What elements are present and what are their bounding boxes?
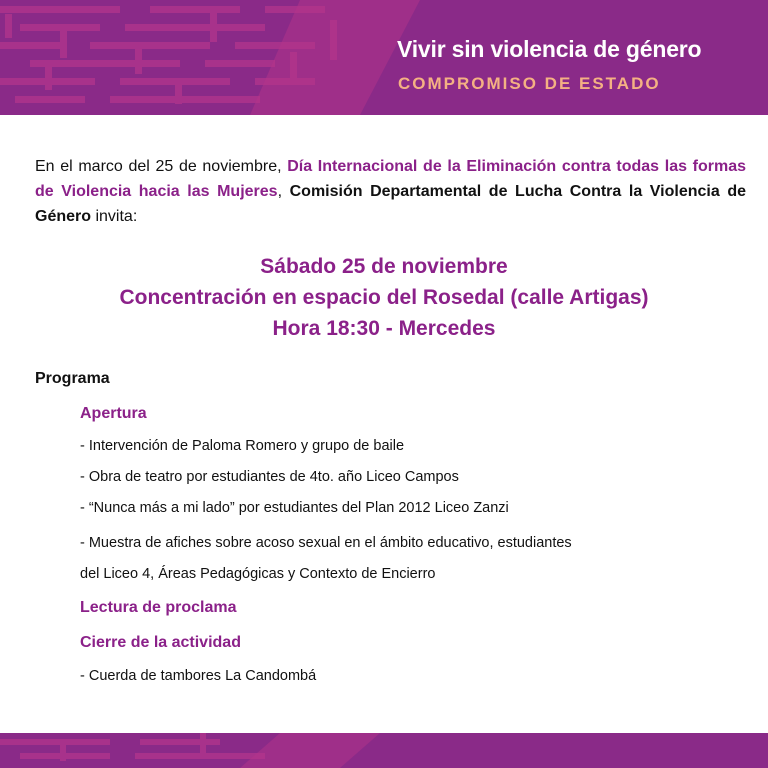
- intro-paragraph: [35, 154, 746, 229]
- banner-title: Vivir sin violencia de género: [397, 36, 702, 62]
- intro-invite: invita:: [91, 208, 138, 225]
- opening-item-continued: del Liceo 4, Áreas Pedagógicas y Contexto de Encierro: [80, 566, 436, 582]
- banner-subtitle: COMPROMISO DE ESTADO: [398, 74, 661, 93]
- event-date: Sábado 25 de noviembre: [260, 255, 508, 278]
- footer-pattern: [0, 733, 768, 768]
- closing-item: - Cuerda de tambores La Candombá: [80, 668, 317, 684]
- opening-item: - Muestra de afiches sobre acoso sexual en el ámbito educativo, estudiantes: [80, 535, 572, 551]
- opening-item: - Obra de teatro por estudiantes de 4to. año Liceo Campos: [80, 469, 459, 485]
- program-title: Programa: [35, 370, 110, 387]
- intro-organization: Comisión Departamental de Lucha Contra la Violencia de Género: [35, 183, 747, 225]
- opening-item: - “Nunca más a mi lado” por estudiantes del Plan 2012 Liceo Zanzi: [80, 500, 509, 516]
- event-place: Concentración en espacio del Rosedal (calle Artigas): [119, 286, 649, 309]
- intro-day-highlight: Día Internacional de la Eliminación contra todas las formas de Violencia hacia las Mujeres: [35, 158, 747, 200]
- intro-text: En el marco del 25 de noviembre,: [35, 158, 288, 175]
- opening-heading: Apertura: [80, 405, 147, 422]
- header-banner: [0, 0, 768, 115]
- proclamation-heading: Lectura de proclama: [80, 599, 237, 616]
- opening-item: - Intervención de Paloma Romero y grupo de baile: [80, 438, 405, 454]
- event-time: Hora 18:30 - Mercedes: [272, 317, 496, 340]
- footer-banner: [0, 733, 768, 768]
- intro-separator: ,: [277, 183, 290, 200]
- closing-heading: Cierre de la actividad: [80, 634, 241, 651]
